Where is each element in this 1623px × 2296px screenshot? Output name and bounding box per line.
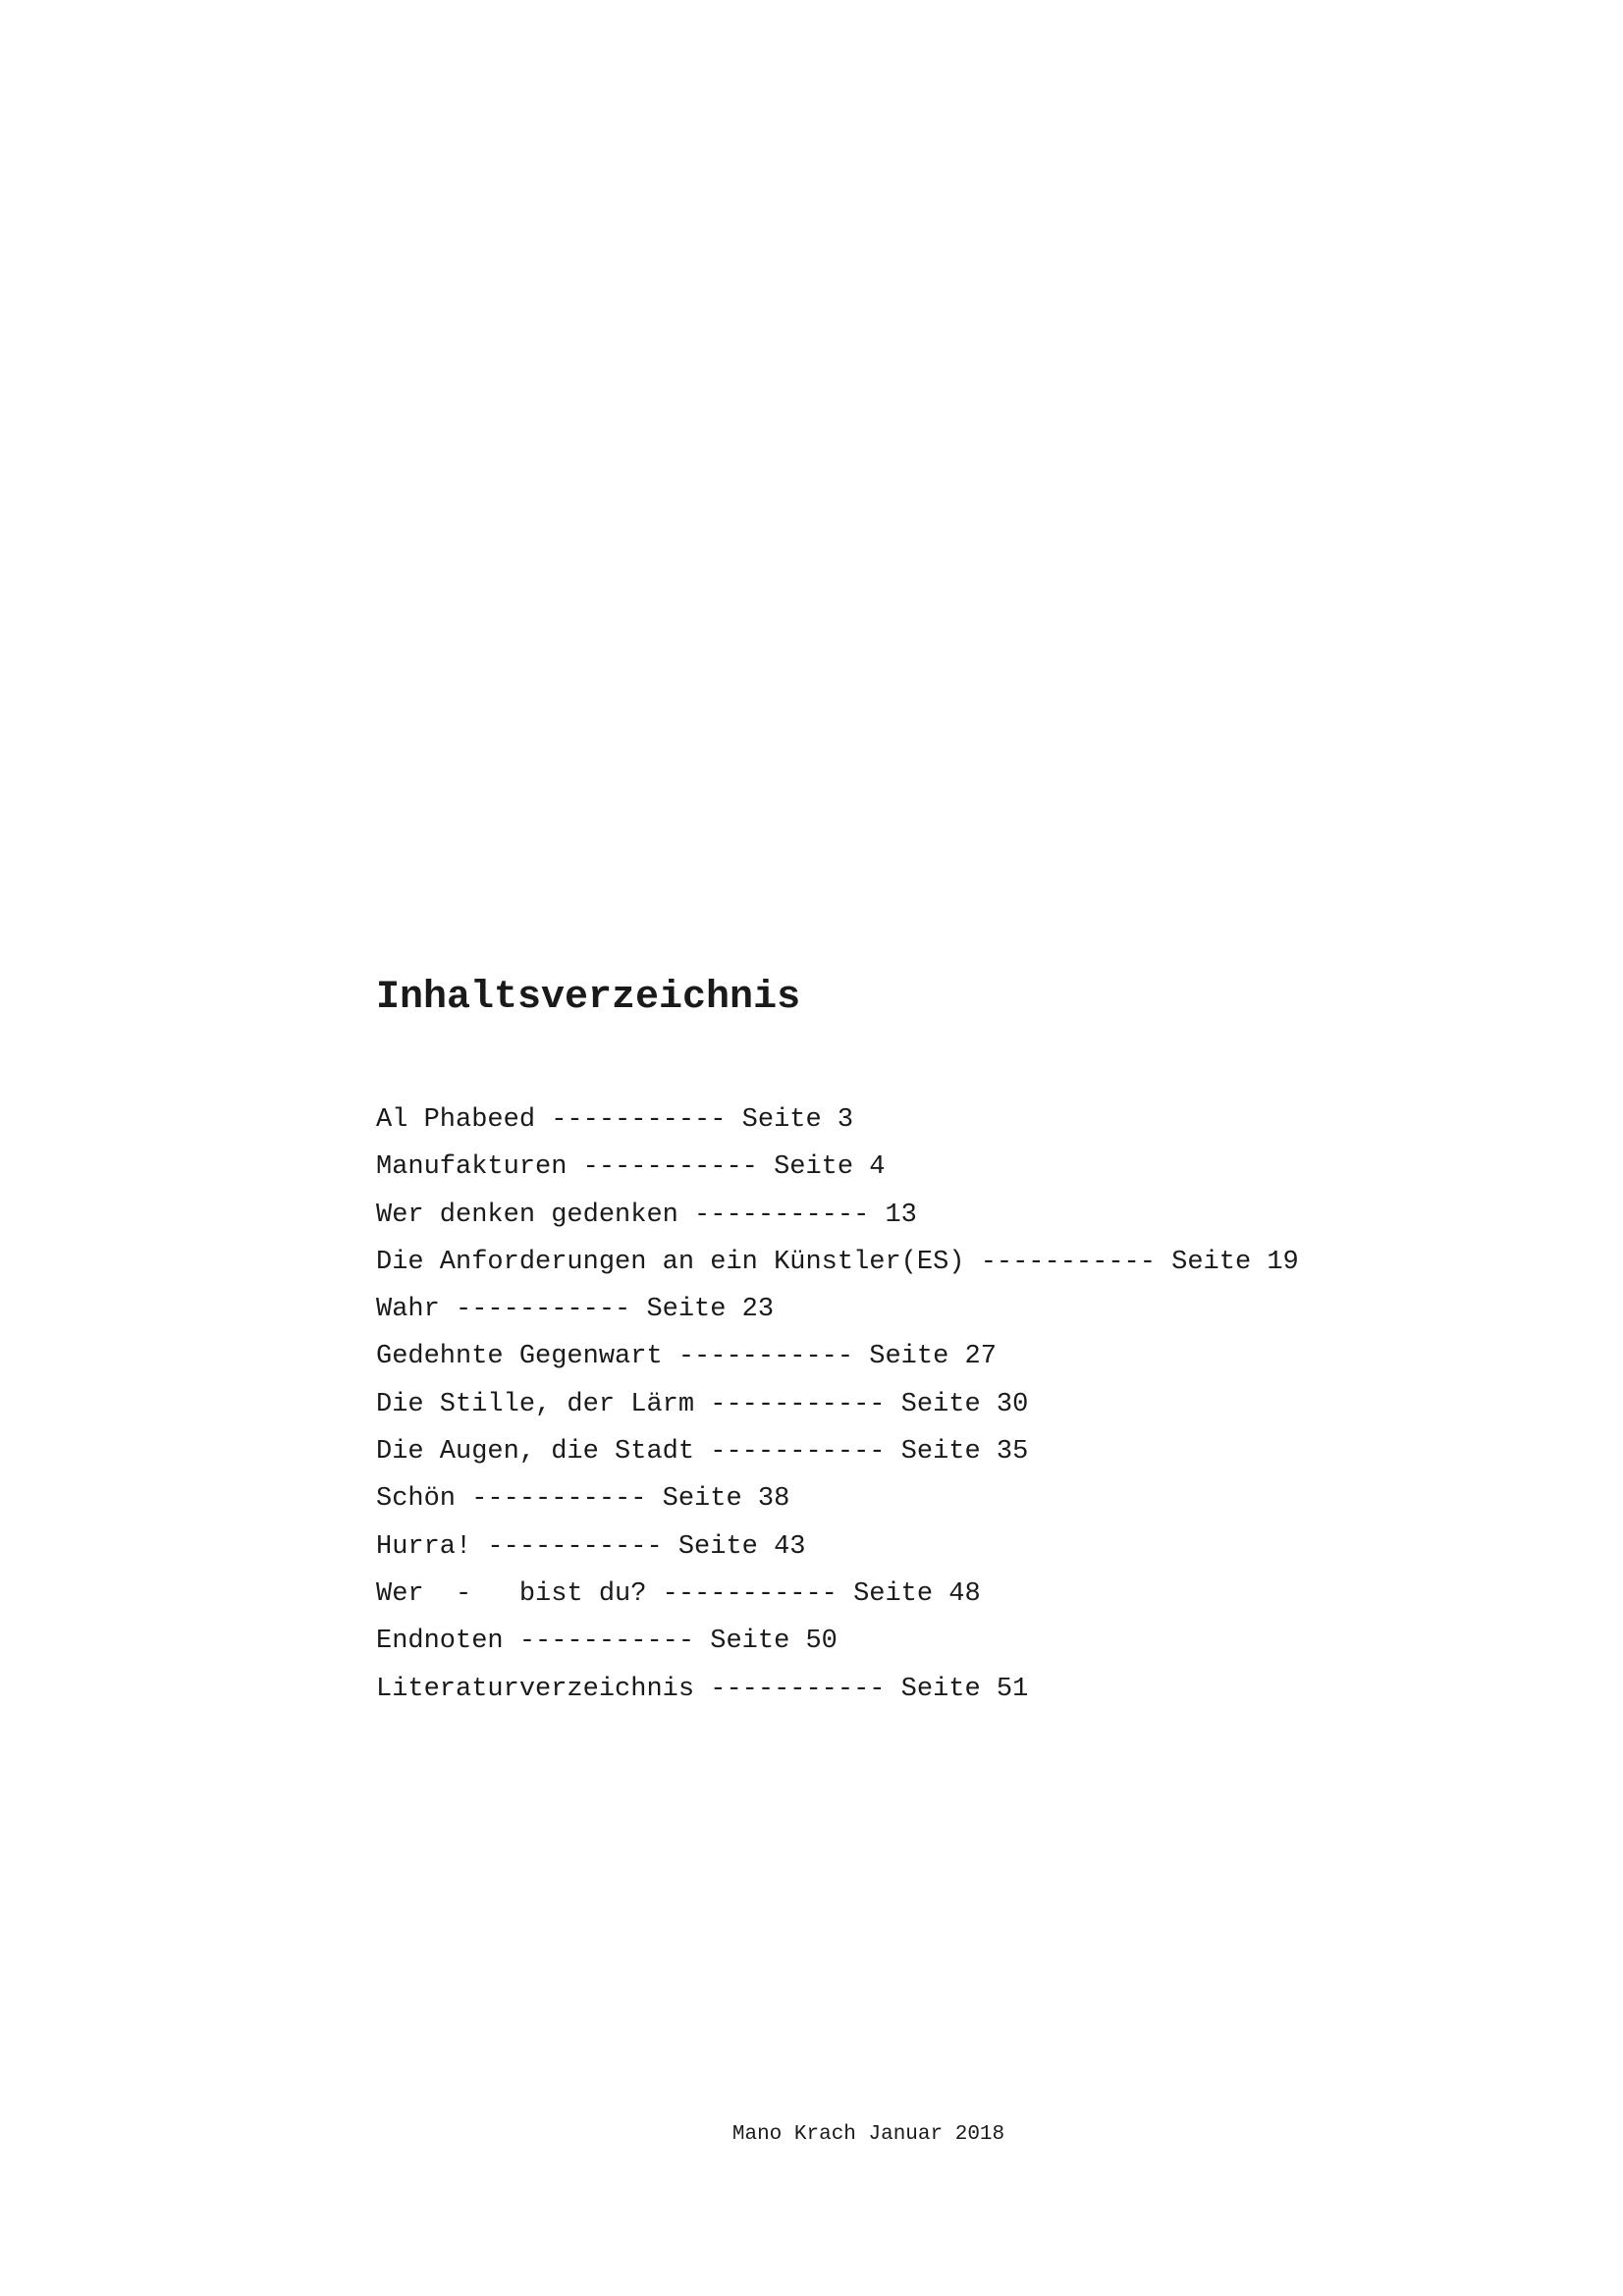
- toc-entry: Al Phabeed ----------- Seite 3: [376, 1105, 854, 1135]
- toc-entry: Endnoten ----------- Seite 50: [376, 1627, 838, 1657]
- toc-entry: Manufakturen ----------- Seite 4: [376, 1152, 886, 1183]
- footer: [0, 2120, 1623, 2150]
- toc-entry: Die Anforderungen an ein Künstler(ES) ----------- Seite 19: [376, 1247, 1299, 1277]
- toc-entry: Hurra! ----------- Seite 43: [376, 1531, 806, 1562]
- toc-entry: Wer denken gedenken ----------- 13: [376, 1200, 917, 1230]
- toc-entry: Die Augen, die Stadt ----------- Seite 35: [376, 1437, 1029, 1468]
- toc-entry: Schön ----------- Seite 38: [376, 1484, 790, 1515]
- toc-list: [376, 1096, 1299, 1713]
- toc-entry: Wahr ----------- Seite 23: [376, 1295, 775, 1325]
- footer-text: Mano Krach Januar 2018: [731, 2123, 1005, 2146]
- toc-entry: Gedehnte Gegenwart ----------- Seite 27: [376, 1342, 997, 1372]
- toc-entry: Die Stille, der Lärm ----------- Seite 30: [376, 1389, 1029, 1419]
- toc-entry: Wer - bist du? ----------- Seite 48: [376, 1578, 981, 1609]
- toc-title: Inhaltsverzeichnis: [376, 976, 801, 1020]
- toc-entry: Literaturverzeichnis ----------- Seite 51: [376, 1674, 1029, 1704]
